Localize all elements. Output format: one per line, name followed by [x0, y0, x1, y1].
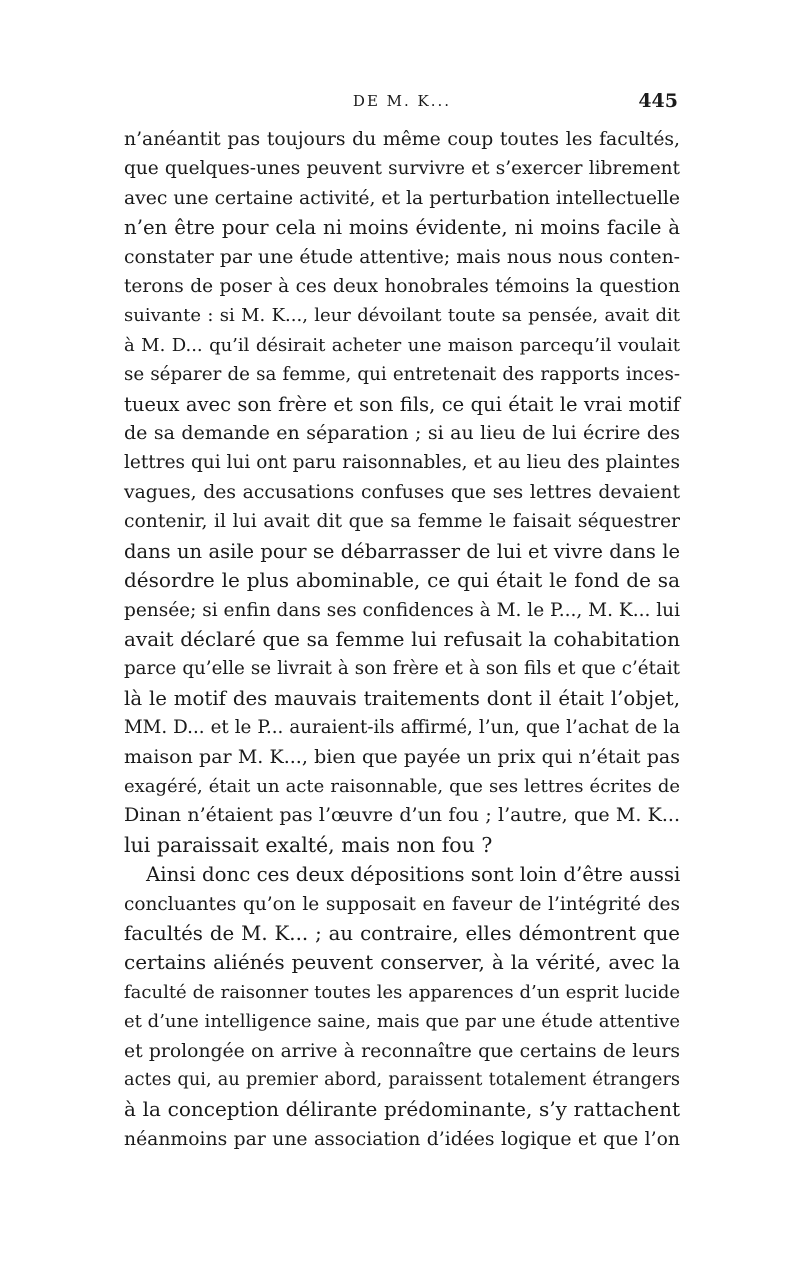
text-line: terons de poser à ces deux honobrales témoins la question	[124, 276, 680, 298]
text-line: avait déclaré que sa femme lui refusait la cohabitation	[124, 626, 680, 651]
text-line: lettres qui lui ont paru raisonnables, et au lieu des plaintes	[124, 452, 680, 474]
text-line: exagéré, était un acte raisonnable, que ses lettres écrites de	[124, 775, 680, 797]
text-line: de sa demande en séparation ; si au lieu de lui écrire des	[124, 422, 680, 445]
text-line: vagues, des accusations confuses que ses lettres devaient	[124, 481, 680, 503]
text-line: Dinan n’étaient pas l’œuvre d’un fou ; l’autre, que M. K...	[124, 804, 680, 827]
text-line: à la conception délirante prédominante, s’y rattachent	[124, 1097, 680, 1122]
text-line: avec une certaine activité, et la perturbation intellectuelle	[124, 187, 680, 209]
page-number: 445	[638, 90, 678, 112]
text-line: dans un asile pour se débarrasser de lui et vivre dans le	[124, 539, 680, 563]
text-line: se séparer de sa femme, qui entretenait des rapports inces-	[124, 364, 680, 386]
text-line: constater par une étude attentive; mais nous nous conten-	[124, 246, 680, 268]
text-line: parce qu’elle se livrait à son frère et à son fils et que c’était	[124, 658, 680, 680]
text-line: Ainsi donc ces deux dépositions sont loin d’être aussi	[146, 863, 681, 887]
text-line: MM. D... et le P... auraient-ils affirmé, l’un, que l’achat de la	[124, 717, 680, 739]
text-line: lui paraissait exalté, mais non fou ?	[124, 832, 493, 857]
text-line: actes qui, au premier abord, paraissent totalement étrangers	[124, 1070, 680, 1090]
body-text	[124, 125, 680, 1154]
text-line: et d’une intelligence saine, mais que par une étude attentive	[124, 1011, 680, 1033]
text-line: désordre le plus abominable, ce qui était le fond de sa	[124, 568, 680, 593]
text-line: n’en être pour cela ni moins évidente, ni moins facile à	[124, 216, 680, 240]
text-line: néanmoins par une association d’idées logique et que l’on	[124, 1128, 680, 1150]
paragraph	[124, 125, 680, 860]
text-line: suivante : si M. K..., leur dévoilant toute sa pensée, avait dit	[124, 305, 680, 327]
paragraph	[124, 860, 680, 1154]
text-line: concluantes qu’on le supposait en faveur de l’intégrité des	[124, 893, 680, 915]
text-line: pensée; si enfin dans ses confidences à M. le P..., M. K... lui	[124, 599, 680, 621]
text-line: n’anéantit pas toujours du même coup toutes les facultés,	[124, 129, 680, 150]
text-line: à M. D... qu’il désirait acheter une maison parcequ’il voulait	[124, 334, 680, 356]
text-line: que quelques-unes peuvent survivre et s’exercer librement	[124, 158, 680, 180]
text-line: là le motif des mauvais traitements dont il était l’objet,	[124, 686, 680, 710]
text-line: certains aliénés peuvent conserver, à la vérité, avec la	[124, 950, 680, 975]
text-line: contenir, il lui avait dit que sa femme le faisait séquestrer	[124, 511, 680, 533]
text-line: maison par M. K..., bien que payée un prix qui n’était pas	[124, 745, 680, 768]
text-line: tueux avec son frère et son fils, ce qui était le vrai motif	[124, 392, 680, 416]
text-line: facultés de M. K... ; au contraire, elles démontrent que	[124, 921, 680, 945]
text-line: et prolongée on arrive à reconnaître que certains de leurs	[124, 1040, 680, 1062]
running-title: DE M. K...	[352, 92, 452, 110]
running-head	[124, 92, 680, 122]
text-line: faculté de raisonner toutes les apparences d’un esprit lucide	[124, 981, 680, 1003]
